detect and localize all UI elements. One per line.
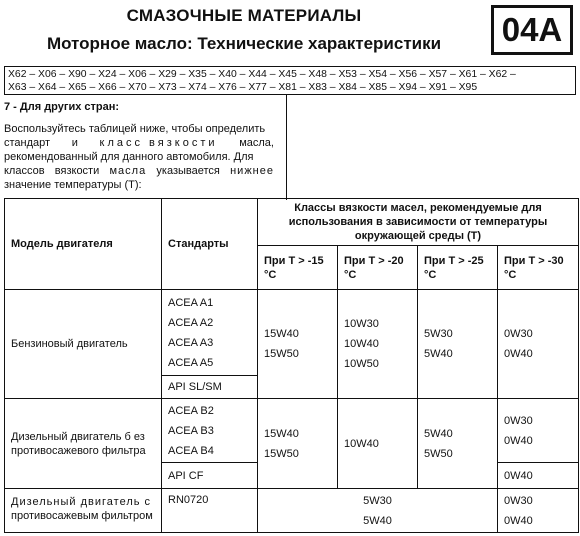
standard-item: ACEA B3 (168, 424, 214, 437)
engine-label-line: противосажевого фильтра (11, 444, 146, 457)
paragraph-word: вязкости (54, 165, 100, 177)
section-code-badge: 04A (491, 5, 573, 55)
viscosity-value: 15W50 (264, 348, 299, 360)
page-title: СМАЗОЧНЫЕ МАТЕРИАЛЫ (126, 6, 362, 25)
engine-label-line: Дизельный двигатель б ез (11, 430, 145, 443)
standard-item: ACEA B2 (168, 404, 214, 417)
cell-t15 (258, 399, 338, 489)
viscosity-value: 0W30 (504, 328, 533, 340)
page-header (0, 0, 580, 64)
header-standards: Стандарты (162, 199, 258, 290)
table-row (5, 489, 579, 533)
table-row (5, 290, 579, 376)
paragraph-word: и (71, 137, 78, 149)
paragraph-word: стандарт (4, 137, 51, 149)
cell-standard-api: API CF (162, 463, 258, 489)
viscosity-value: 10W30 (344, 318, 379, 330)
paragraph-word: указывается (156, 165, 220, 177)
viscosity-value: 0W30 (504, 494, 533, 507)
viscosity-value: 15W40 (264, 427, 299, 440)
oil-spec-table (4, 198, 579, 533)
viscosity-value: 0W40 (504, 514, 533, 527)
paragraph-word: масла, (239, 137, 274, 149)
standard-item: ACEA A3 (168, 336, 214, 349)
viscosity-value: 5W40 (363, 514, 392, 527)
header-engine: Модель двигателя (5, 199, 162, 290)
cell-engine-diesel (5, 399, 162, 489)
table-row (5, 399, 579, 463)
cell-t30 (498, 489, 579, 533)
cell-t25 (418, 399, 498, 489)
cell-t20 (338, 399, 418, 489)
paragraph-line-5: значение температуры (T): (4, 179, 142, 191)
standard-item: ACEA B4 (168, 444, 214, 457)
paragraph-line-4 (4, 164, 274, 178)
viscosity-value: 0W40 (504, 348, 533, 360)
cell-standards (162, 290, 258, 376)
viscosity-value: 15W50 (264, 447, 299, 460)
intro-paragraph (4, 122, 274, 192)
viscosity-value: 5W40 (424, 427, 453, 440)
cell-t15 (258, 290, 338, 399)
standard-item: ACEA A2 (168, 316, 214, 329)
cell-engine-petrol: Бензиновый двигатель (5, 290, 162, 399)
standard-item: ACEA A1 (168, 296, 214, 309)
paragraph-word: класс вязкости (99, 137, 218, 149)
paragraph-line-2 (4, 136, 274, 150)
engine-label-line (11, 495, 161, 509)
paragraph-word: классов (4, 165, 45, 177)
cell-standard-api: API SL/SM (162, 376, 258, 399)
cell-t30 (498, 290, 579, 399)
viscosity-value: 5W30 (363, 494, 392, 507)
viscosity-value: 10W40 (344, 437, 379, 450)
models-line-1: X62 – X06 – X90 – X24 – X06 – X29 – X35 – X40 – X44 – X45 – X48 – X53 – X54 – X56 – X57 – X61 – X62 – (8, 69, 516, 80)
paragraph-line-3: рекомендованный для данного автомобиля. Для (4, 151, 254, 163)
viscosity-value: 10W40 (344, 338, 379, 350)
cell-t20 (338, 290, 418, 399)
viscosity-value: 0W30 (504, 414, 533, 427)
header-viscosity: Классы вязкости масел, рекомендуемые для использования в зависимости от температуры окружающей среды (T) (258, 199, 579, 246)
engine-label-text: Дизельный двигатель с (11, 496, 152, 508)
cell-standards (162, 399, 258, 463)
paragraph-word: нижнее (230, 165, 274, 177)
paragraph-word: масла (109, 165, 147, 177)
page-subtitle: Моторное масло: Технические характеристики (46, 34, 442, 53)
viscosity-value: 5W40 (424, 348, 453, 360)
header-temp-30: При T > -30 °C (498, 246, 579, 290)
viscosity-value: 5W50 (424, 447, 453, 460)
cell-t30 (498, 399, 579, 463)
header-temp-15: При T > -15 °C (258, 246, 338, 290)
cell-standard-rn: RN0720 (162, 489, 258, 533)
cell-engine-diesel-dpf (5, 489, 162, 533)
viscosity-value: 15W40 (264, 328, 299, 340)
header-temp-25: При T > -25 °C (418, 246, 498, 290)
engine-label-line: противосажевым фильтром (11, 510, 153, 522)
paragraph-line-1: Воспользуйтесь таблицей ниже, чтобы определить (4, 123, 266, 135)
section-title: 7 - Для других стран: (4, 101, 120, 113)
divider-line (286, 95, 287, 200)
viscosity-value: 5W30 (424, 328, 453, 340)
standard-item: ACEA A5 (168, 356, 214, 369)
vehicle-models-box (4, 66, 576, 95)
models-line-2: X63 – X64 – X65 – X66 – X70 – X73 – X74 – X76 – X77 – X81 – X83 – X84 – X85 – X94 – X91 – X95 (8, 82, 478, 93)
cell-t30-api: 0W40 (498, 463, 579, 489)
viscosity-value: 0W40 (504, 434, 533, 447)
header-temp-20: При T > -20 °C (338, 246, 418, 290)
cell-t25 (418, 290, 498, 399)
cell-mid-viscosity (258, 489, 498, 533)
viscosity-value: 10W50 (344, 358, 379, 370)
